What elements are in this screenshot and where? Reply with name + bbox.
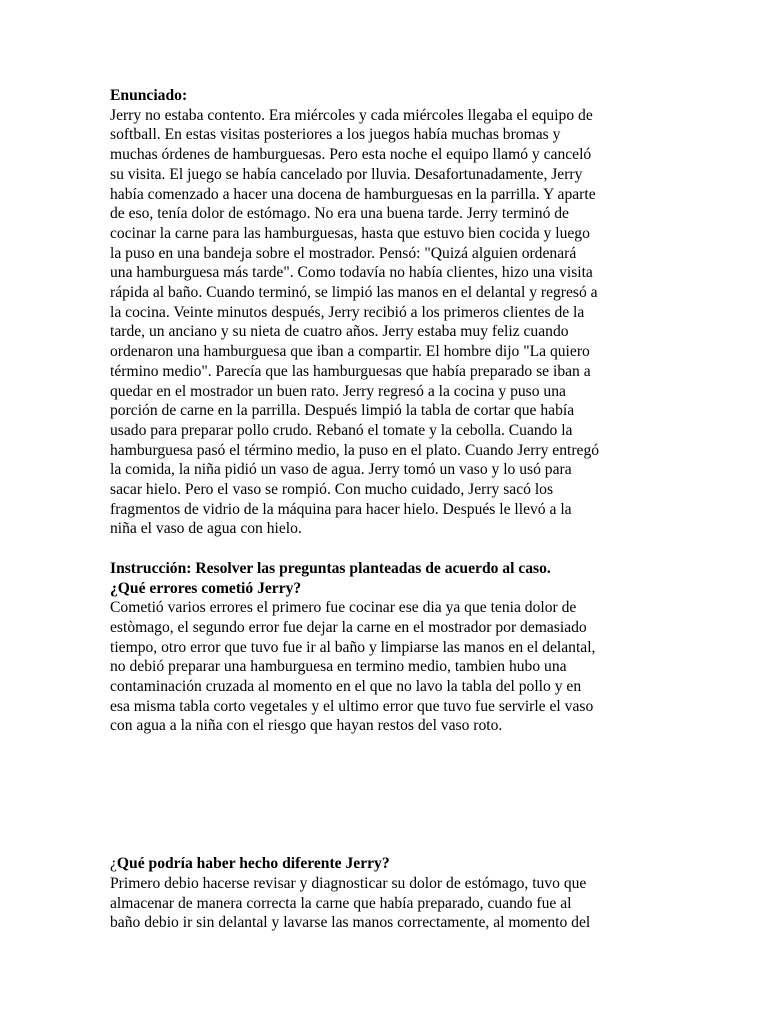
question-2-mark: ¿ [110, 855, 117, 873]
enunciado-body [110, 106, 660, 539]
answer-1-line: no debió preparar una hamburguesa en termino medio, tambien hubo una [110, 658, 567, 676]
enunciado-line: la cocina. Veinte minutos después, Jerry recibió a los primeros clientes de la [110, 303, 585, 321]
enunciado-line: tarde, un anciano y su nieta de cuatro años. Jerry estaba muy feliz cuando [110, 323, 569, 341]
enunciado-line: término medio". Parecía que las hamburguesas que había preparado se iban a [110, 362, 591, 380]
question-2-text: Qué podría haber hecho diferente Jerry? [116, 855, 390, 873]
enunciado-line: rápida al baño. Cuando terminó, se limpió las manos en el delantal y regresó a [110, 284, 598, 302]
document-page [110, 86, 660, 933]
enunciado-line: su visita. El juego se había cancelado por lluvia. Desafortunadamente, Jerry [110, 165, 583, 183]
enunciado-line: de eso, tenía dolor de estómago. No era una buena tarde. Jerry terminó de [110, 205, 569, 223]
enunciado-line: Jerry no estaba contento. Era miércoles y cada miércoles llegaba el equipo de [110, 106, 593, 124]
answer-1-line: con agua a la niña con el riesgo que hayan restos del vaso roto. [110, 717, 503, 735]
enunciado-line: porción de carne en la parrilla. Después limpió la tabla de cortar que había [110, 402, 575, 420]
enunciado-line: había comenzado a hacer una docena de hamburguesas en la parrilla. Y aparte [110, 185, 596, 203]
enunciado-line: una hamburguesa más tarde". Como todavía no había clientes, hizo una visita [110, 264, 593, 282]
enunciado-line: hamburguesa pasó el término medio, la puso en el plato. Cuando Jerry entregó [110, 441, 600, 459]
answer-2 [110, 874, 660, 933]
answer-1-line: contaminación cruzada al momento en el que no lavo la tabla del pollo y en [110, 678, 582, 696]
enunciado-line: cocinar la carne para las hamburguesas, hasta que estuvo bien cocida y luego [110, 224, 590, 242]
enunciado-line: softball. En estas visitas posteriores a los juegos había muchas bromas y [110, 126, 561, 144]
question-1: ¿Qué errores cometió Jerry? [110, 579, 302, 597]
enunciado-line: fragmentos de vidrio de la máquina para hacer hielo. Después le llevó a la [110, 500, 572, 518]
question-2 [110, 854, 660, 874]
answer-1-line: Cometió varios errores el primero fue cocinar ese dia ya que tenia dolor de [110, 599, 577, 617]
enunciado-line: usado para preparar pollo crudo. Rebanó el tomate y la cebolla. Cuando la [110, 421, 573, 439]
enunciado-line: la puso en una bandeja sobre el mostrador. Pensó: "Quizá alguien ordenará [110, 244, 577, 262]
enunciado-line: niña el vaso de agua con hielo. [110, 520, 302, 538]
paragraph-spacer [110, 539, 660, 559]
instruccion-text: Instrucción: Resolver las preguntas planteadas de acuerdo al caso. [110, 559, 551, 577]
enunciado-line: sacar hielo. Pero el vaso se rompió. Con mucho cuidado, Jerry sacó los [110, 481, 554, 499]
enunciado-line: ordenaron una hamburguesa que iban a compartir. El hombre dijo "La quiero [110, 343, 590, 361]
answer-2-line: Primero debio hacerse revisar y diagnosticar su dolor de estómago, tuvo que [110, 874, 587, 892]
blank-space [110, 736, 660, 854]
answer-2-line: baño debio ir sin delantal y lavarse las manos correctamente, al momento del [110, 914, 591, 932]
answer-1-line: tiempo, otro error que tuvo fue ir al baño y limpiarse las manos en el delantal, [110, 638, 596, 656]
enunciado-heading: Enunciado: [110, 87, 188, 104]
answer-2-line: almacenar de manera correcta la carne que había preparado, cuando fue al [110, 894, 572, 912]
enunciado-line: la comida, la niña pidió un vaso de agua. Jerry tomó un vaso y lo usó para [110, 461, 572, 479]
enunciado-line: muchas órdenes de hamburguesas. Pero esta noche el equipo llamó y canceló [110, 146, 592, 164]
enunciado-line: quedar en el mostrador un buen rato. Jerry regresó a la cocina y puso una [110, 382, 566, 400]
answer-1-line: estòmago, el segundo error fue dejar la carne en el mostrador por demasiado [110, 618, 587, 636]
answer-1-line: esa misma tabla corto vegetales y el ultimo error que tuvo fue servirle el vaso [110, 697, 594, 715]
answer-1 [110, 598, 660, 736]
